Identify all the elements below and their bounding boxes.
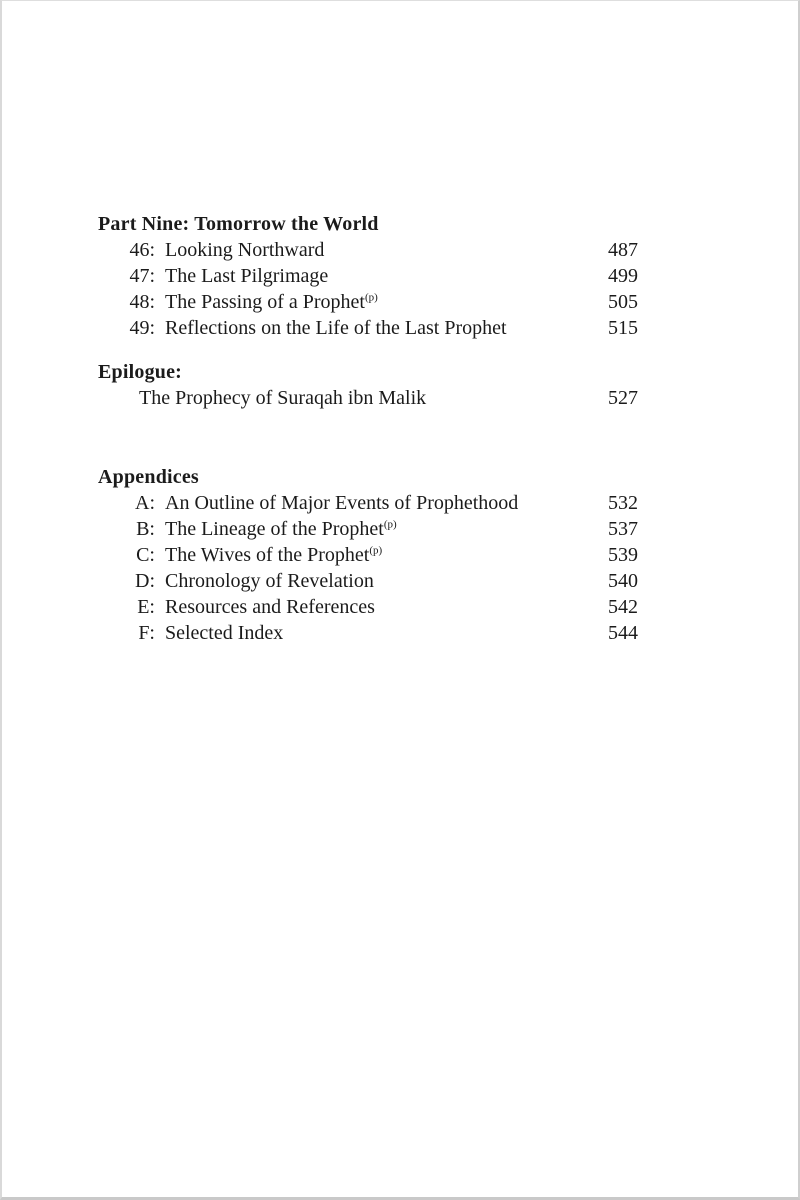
entry-title — [165, 263, 598, 289]
section-heading: Appendices — [98, 466, 199, 488]
entry-superscript: (p) — [369, 544, 383, 557]
entry-label: A: — [135, 492, 155, 514]
entry-page-number: 505 — [608, 291, 638, 313]
entry-page-number: 515 — [608, 317, 638, 339]
entry-page-number: 527 — [608, 387, 638, 409]
entry-page-number: 542 — [608, 596, 638, 618]
toc-entry — [98, 385, 638, 411]
entry-title — [165, 490, 598, 516]
entry-label: B: — [136, 518, 155, 540]
entry-label: 47: — [129, 265, 155, 287]
entry-label: 48: — [129, 291, 155, 313]
entry-title — [165, 237, 598, 263]
entry-title-text: The Passing of a Prophet — [165, 291, 365, 313]
toc-entry — [98, 237, 638, 263]
entry-title-text: An Outline of Major Events of Prophethood — [165, 492, 519, 514]
entry-title — [165, 289, 598, 315]
entry-page-number: 499 — [608, 265, 638, 287]
entry-title-text: Reflections on the Life of the Last Prophet — [165, 317, 507, 339]
entry-title — [165, 594, 598, 620]
entry-title — [165, 542, 598, 568]
entry-title-text: The Last Pilgrimage — [165, 265, 329, 287]
entry-page-number: 487 — [608, 239, 638, 261]
entry-page-number: 540 — [608, 570, 638, 592]
entry-page-number: 539 — [608, 544, 638, 566]
entry-title-text: The Wives of the Prophet — [165, 544, 370, 566]
toc-section-part-nine — [98, 211, 638, 341]
toc-section-appendices — [98, 464, 638, 646]
toc-entry — [98, 315, 638, 341]
entry-title-text: Looking Northward — [165, 239, 325, 261]
entry-page-number: 544 — [608, 622, 638, 644]
entry-superscript: (p) — [364, 291, 378, 304]
toc-entry — [98, 542, 638, 568]
toc-entry — [98, 490, 638, 516]
toc-entry — [98, 594, 638, 620]
entry-superscript: (p) — [383, 518, 397, 531]
entry-page-number: 537 — [608, 518, 638, 540]
table-of-contents — [2, 1, 798, 646]
entry-label: F: — [138, 622, 155, 644]
toc-entry — [98, 568, 638, 594]
toc-section-epilogue — [98, 359, 638, 411]
entry-title — [165, 516, 598, 542]
entry-label: E: — [137, 596, 155, 618]
entry-title — [165, 315, 598, 341]
entry-title-text: The Prophecy of Suraqah ibn Malik — [139, 387, 427, 409]
entry-title-text: The Lineage of the Prophet — [165, 518, 384, 540]
entry-title — [165, 568, 598, 594]
entry-title-text: Chronology of Revelation — [165, 570, 374, 592]
entry-label: 49: — [129, 317, 155, 339]
entry-title-text: Resources and References — [165, 596, 375, 618]
toc-entry — [98, 620, 638, 646]
entry-label: D: — [135, 570, 155, 592]
toc-entry — [98, 263, 638, 289]
section-heading: Epilogue: — [98, 361, 183, 383]
entry-title — [139, 385, 598, 411]
toc-entry — [98, 289, 638, 315]
entry-page-number: 532 — [608, 492, 638, 514]
entry-title — [165, 620, 598, 646]
entry-label: C: — [136, 544, 155, 566]
section-heading: Part Nine: Tomorrow the World — [98, 213, 379, 235]
entry-title-text: Selected Index — [165, 622, 284, 644]
entry-label: 46: — [129, 239, 155, 261]
toc-entry — [98, 516, 638, 542]
